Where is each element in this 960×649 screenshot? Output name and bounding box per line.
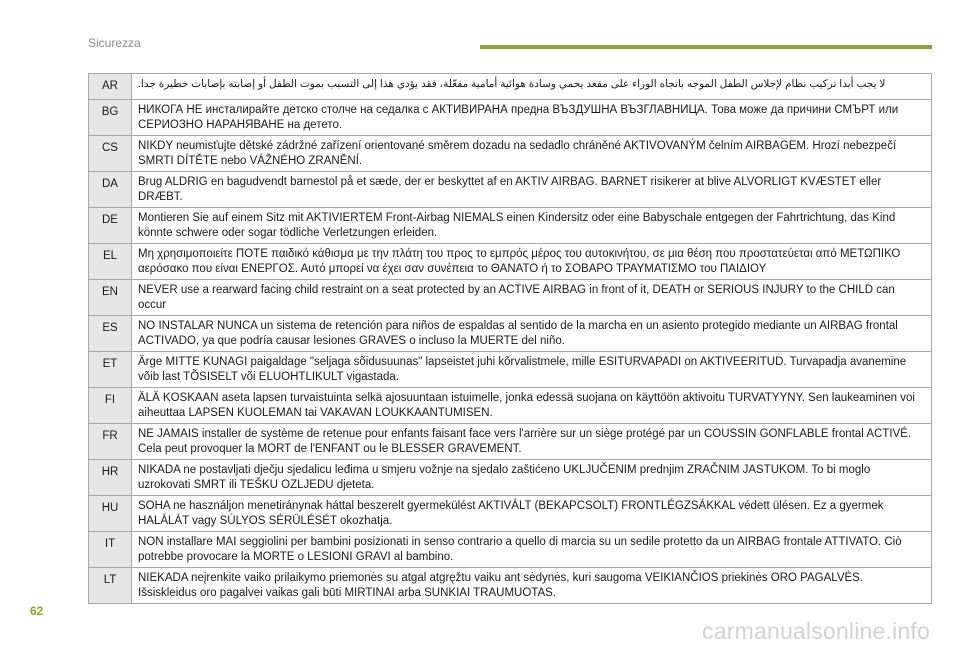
warning-text: ÄLÄ KOSKAAN aseta lapsen turvaistuinta selkä ajosuuntaan istuimelle, jonka edessä suojana on käyttöön aktivoitu TURVATYYNY. Sen laukeaminen voi aiheuttaa LAPSEN KUOLEMAN tai VAKAVAN LOUKKAANTUMISEN. (132, 388, 932, 424)
table-row (89, 496, 932, 532)
language-code: ES (89, 316, 132, 352)
warning-text: NIKADA ne postavljati dječju sjedalicu leđima u smjeru vožnje na sjedalo zaštićeno UKLJUČENIM prednjim ZRAČNIM JASTUKOM. To bi moglo uzrokovati SMRT ili TEŠKU OZLJEDU djeteta. (132, 460, 932, 496)
table-row (89, 388, 932, 424)
table-row (89, 244, 932, 280)
page-number: 62 (30, 604, 44, 618)
language-code: FI (89, 388, 132, 424)
language-code: AR (89, 74, 132, 100)
table-row (89, 74, 932, 100)
language-code: FR (89, 424, 132, 460)
warning-text: NO INSTALAR NUNCA un sistema de retención para niños de espaldas al sentido de la marcha en un asiento protegido mediante un AIRBAG frontal ACTIVADO, ya que podría causar lesiones GRAVES o incluso la MUERTE del niño. (132, 316, 932, 352)
language-code: EN (89, 280, 132, 316)
warning-text: NEVER use a rearward facing child restraint on a seat protected by an ACTIVE AIRBAG in front of it, DEATH or SERIOUS INJURY to the CHILD can occur (132, 280, 932, 316)
header-accent-bar (480, 45, 932, 49)
warning-text: لا يجب أبدا تركيب نظام لإجلاس الطفل الموجه باتجاه الوراء على مقعد يحمي وسادة هوائية أمامية مفعّلة، فقد يؤدي هذا إلى التسبب بموت الطفل أو إصابته بإصابات خطيرة جدا. (132, 74, 932, 100)
language-code: BG (89, 100, 132, 136)
language-code: HU (89, 496, 132, 532)
table-row (89, 280, 932, 316)
warning-text: НИКОГА НЕ инсталирайте детско столче на седалка с АКТИВИРАНА предна ВЪЗДУШНА ВЪЗГЛАВНИЦА. Това може да причини СМЪРТ или СЕРИОЗНО НАРАНЯВАНЕ на детето. (132, 100, 932, 136)
table-row (89, 532, 932, 568)
language-code: IT (89, 532, 132, 568)
warning-text: SOHA ne használjon menetiránynak háttal beszerelt gyermekülést AKTIVÁLT (BEKAPCSOLT) FRONTLÉGZSÁKKAL védett ülésen. Ez a gyermek HALÁLÁT vagy SÚLYOS SÉRÜLÉSÉT okozhatja. (132, 496, 932, 532)
warning-text: NE JAMAIS installer de système de retenue pour enfants faisant face vers l'arrière sur un siège protégé par un COUSSIN GONFLABLE frontal ACTIVÉ. Cela peut provoquer la MORT de l'ENFANT ou le BLESSER GRAVEMENT. (132, 424, 932, 460)
watermark: carmanualsonline.info (702, 618, 930, 644)
table-row (89, 352, 932, 388)
table-row (89, 208, 932, 244)
table-row (89, 424, 932, 460)
airbag-warning-table (88, 73, 932, 604)
table-row (89, 460, 932, 496)
language-code: LT (89, 568, 132, 604)
language-code: DA (89, 172, 132, 208)
table-row (89, 100, 932, 136)
warning-text: Montieren Sie auf einem Sitz mit AKTIVIERTEM Front-Airbag NIEMALS einen Kindersitz oder eine Babyschale entgegen der Fahrtrichtung, das Kind könnte schwere oder sogar tödliche Verletzungen erleiden. (132, 208, 932, 244)
warning-text: Μη χρησιμοποιείτε ΠΟΤΕ παιδικό κάθισμα με την πλάτη του προς το εμπρός μέρος του αυτοκινήτου, σε μια θέση που προστατεύεται από ΜΕΤΩΠΙΚΟ αερόσακο που είναι ΕΝΕΡΓΟΣ. Αυτό μπορεί να έχει σαν συνέπεια το ΘΑΝΑΤΟ ή το ΣΟΒΑΡΟ ΤΡΑΥΜΑΤΙΣΜΟ του ΠΑΙΔΙΟΥ (132, 244, 932, 280)
language-code: ET (89, 352, 132, 388)
warning-text: Ärge MITTE KUNAGI paigaldage "seljaga sõidusuunas" lapseistet juhi kõrvalistmele, mille ESITURVAPADI on AKTIVEERITUD. Turvapadja avanemine võib last TÕSISELT või ELUOHTLIKULT vigastada. (132, 352, 932, 388)
language-code: CS (89, 136, 132, 172)
warning-text: NIKDY neumisťujte dětské zádržné zařízení orientované směrem dozadu na sedadlo chráněné AKTIVOVANÝM čelním AIRBAGEM. Hrozí nebezpečí SMRTI DÍTĚTE nebo VÁŽNÉHO ZRANĚNÍ. (132, 136, 932, 172)
table-row (89, 136, 932, 172)
table-row (89, 172, 932, 208)
warning-text: NON installare MAI seggiolini per bambini posizionati in senso contrario a quello di marcia su un sedile protetto da un AIRBAG frontale ATTIVATO. Ciò potrebbe provocare la MORTE o LESIONI GRAVI al bambino. (132, 532, 932, 568)
language-code: EL (89, 244, 132, 280)
language-code: HR (89, 460, 132, 496)
warning-text: NIEKADA neįrenkite vaiko prilaikymo priemonės su atgal atgręžtu vaiku ant sėdynės, kuri saugoma VEIKIANČIOS priekinės ORO PAGALVĖS. Išsiskleidus oro pagalvei vaikas gali būti MIRTINAI arba SUNKIAI TRAUMUOTAS. (132, 568, 932, 604)
section-title: Sicurezza (88, 36, 141, 50)
language-code: DE (89, 208, 132, 244)
table-row (89, 316, 932, 352)
warning-text: Brug ALDRIG en bagudvendt barnestol på et sæde, der er beskyttet af en AKTIV AIRBAG. BARNET risikerer at blive ALVORLIGT KVÆSTET eller DRÆBT. (132, 172, 932, 208)
table-row (89, 568, 932, 604)
